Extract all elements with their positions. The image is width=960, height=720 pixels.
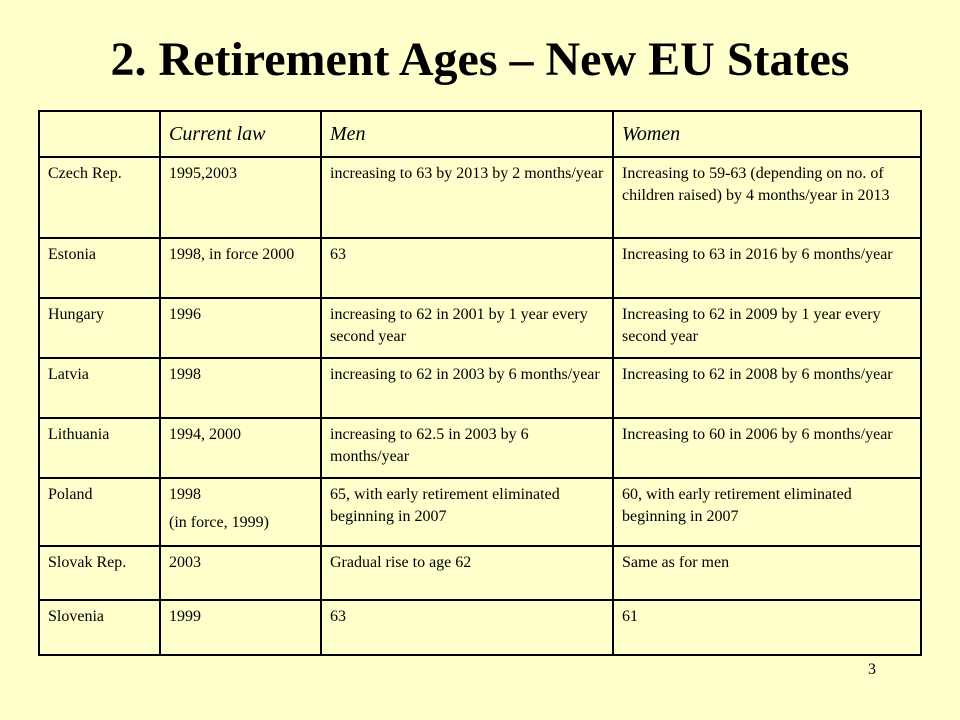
current-law-cell bbox=[160, 157, 321, 238]
current-law-cell bbox=[160, 238, 321, 298]
header-men: Men bbox=[321, 111, 613, 157]
men-cell: increasing to 63 by 2013 by 2 months/year bbox=[321, 157, 613, 238]
men-cell: 63 bbox=[321, 238, 613, 298]
current-law-cell bbox=[160, 358, 321, 418]
men-cell: increasing to 62 in 2003 by 6 months/year bbox=[321, 358, 613, 418]
slide-title: 2. Retirement Ages – New EU States bbox=[110, 33, 850, 86]
women-cell: Increasing to 62 in 2008 by 6 months/year bbox=[613, 358, 921, 418]
men-cell: increasing to 62.5 in 2003 by 6 months/year bbox=[321, 418, 613, 478]
country-cell: Hungary bbox=[39, 298, 160, 358]
women-cell: Increasing to 62 in 2009 by 1 year every second year bbox=[613, 298, 921, 358]
table-row bbox=[39, 546, 921, 600]
current-law-text: 1998 bbox=[169, 366, 201, 383]
country-cell: Czech Rep. bbox=[39, 157, 160, 238]
women-cell: Same as for men bbox=[613, 546, 921, 600]
men-cell: 63 bbox=[321, 600, 613, 655]
current-law-text: 2003 bbox=[169, 554, 201, 571]
header-current-law: Current law bbox=[160, 111, 321, 157]
men-cell: Gradual rise to age 62 bbox=[321, 546, 613, 600]
retirement-ages-table bbox=[38, 110, 922, 656]
current-law-cell bbox=[160, 298, 321, 358]
men-cell: 65, with early retirement eliminated beginning in 2007 bbox=[321, 478, 613, 546]
men-cell: increasing to 62 in 2001 by 1 year every second year bbox=[321, 298, 613, 358]
current-law-cell bbox=[160, 418, 321, 478]
country-cell: Latvia bbox=[39, 358, 160, 418]
current-law-cell bbox=[160, 546, 321, 600]
current-law-text: 1995,2003 bbox=[169, 165, 237, 182]
table-header-row bbox=[39, 111, 921, 157]
table-row bbox=[39, 157, 921, 238]
table-row bbox=[39, 298, 921, 358]
table-row bbox=[39, 358, 921, 418]
country-cell: Poland bbox=[39, 478, 160, 546]
women-cell: Increasing to 63 in 2016 by 6 months/year bbox=[613, 238, 921, 298]
page-number: 3 bbox=[868, 661, 876, 678]
current-law-text: 1999 bbox=[169, 608, 201, 625]
table-row bbox=[39, 478, 921, 546]
country-cell: Slovenia bbox=[39, 600, 160, 655]
table-row bbox=[39, 600, 921, 655]
current-law-text: 1998 bbox=[169, 486, 201, 503]
country-cell: Slovak Rep. bbox=[39, 546, 160, 600]
current-law-text: 1996 bbox=[169, 306, 201, 323]
country-cell: Lithuania bbox=[39, 418, 160, 478]
current-law-cell bbox=[160, 478, 321, 546]
country-cell: Estonia bbox=[39, 238, 160, 298]
table-row bbox=[39, 238, 921, 298]
women-cell: Increasing to 60 in 2006 by 6 months/year bbox=[613, 418, 921, 478]
current-law-cell bbox=[160, 600, 321, 655]
current-law-text: (in force, 1999) bbox=[169, 514, 269, 531]
current-law-text: 1998, in force 2000 bbox=[169, 246, 295, 263]
table-row bbox=[39, 418, 921, 478]
header-women: Women bbox=[613, 111, 921, 157]
women-cell: Increasing to 59-63 (depending on no. of children raised) by 4 months/year in 2013 bbox=[613, 157, 921, 238]
header-country bbox=[39, 111, 160, 157]
current-law-text: 1994, 2000 bbox=[169, 426, 241, 443]
women-cell: 60, with early retirement eliminated beginning in 2007 bbox=[613, 478, 921, 546]
women-cell: 61 bbox=[613, 600, 921, 655]
